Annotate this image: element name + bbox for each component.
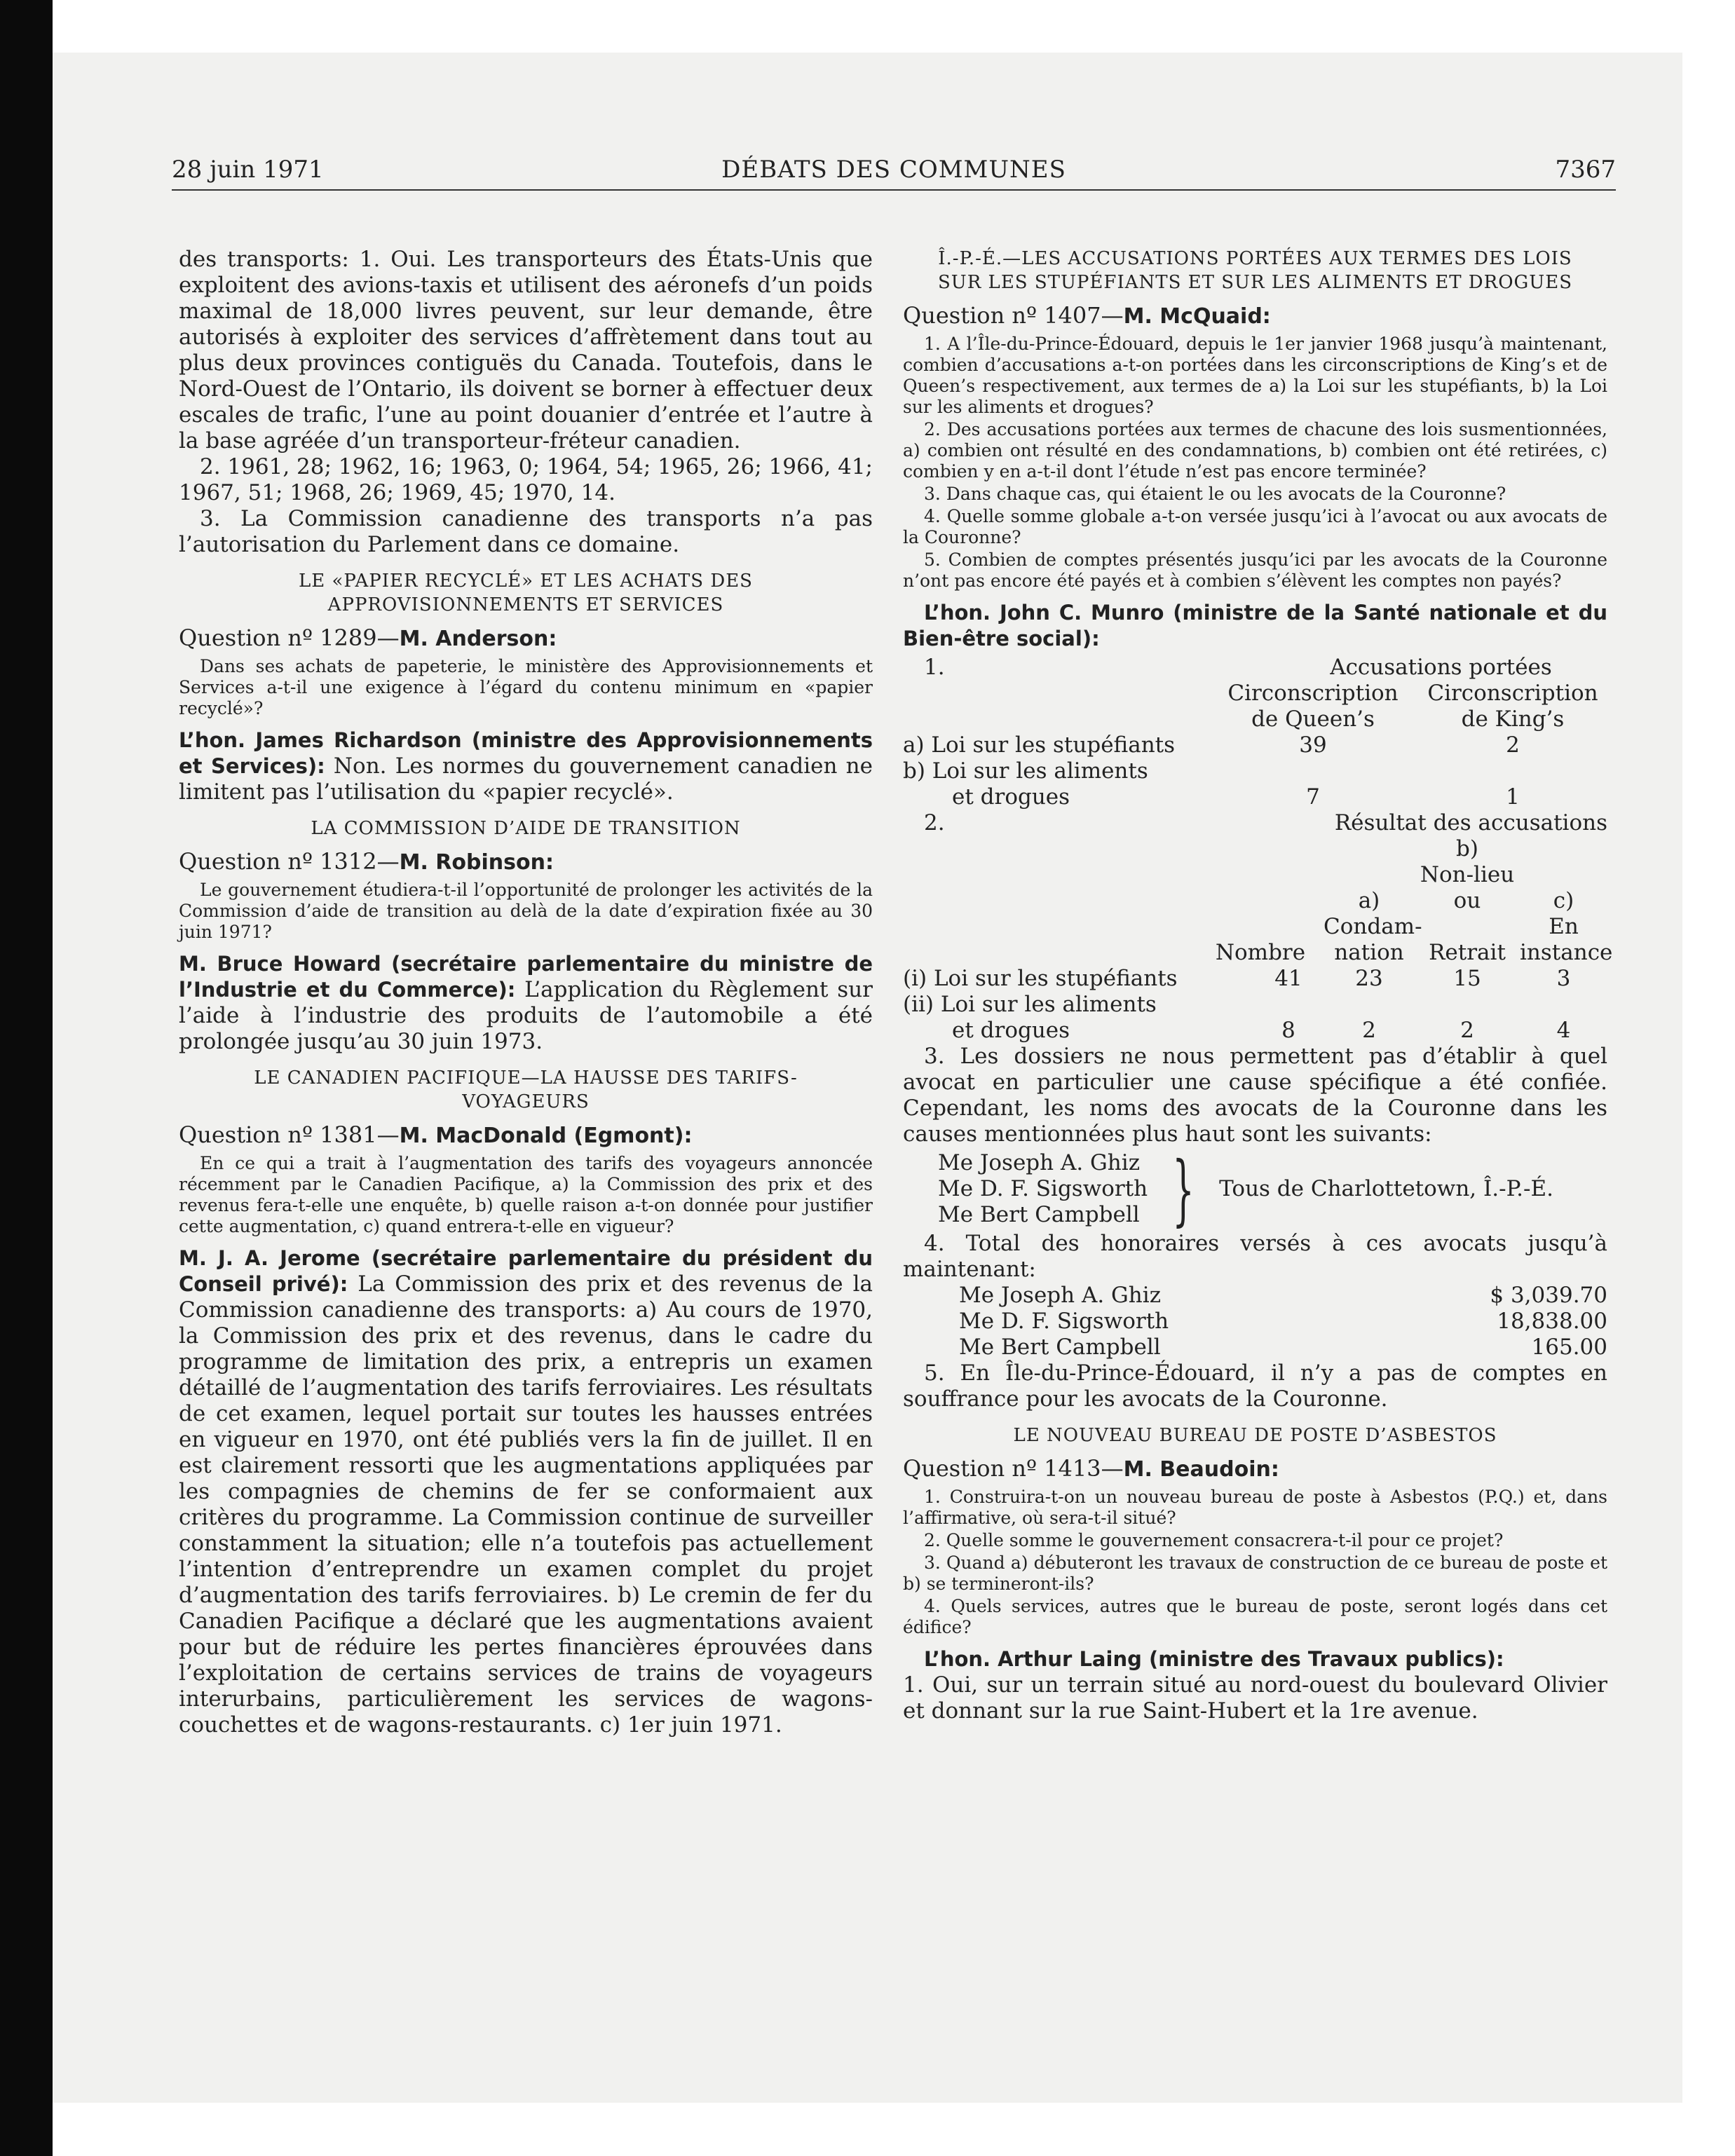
column-header: a) (1358, 888, 1380, 913)
column-header: nation (1334, 940, 1404, 965)
table-row (903, 784, 1607, 810)
question-number: Question nº 1407— (903, 302, 1124, 329)
question-item: 2. Des accusations portées aux termes de chacune des lois susmentionnées, a) combien ont résulté en des condamnations, b) combien ont été retirées, c) combien y en a-t-il dont l’étude n’est pas encore terminée? (903, 419, 1607, 482)
column-header: Circonscription (1427, 681, 1598, 706)
question-number: Question nº 1289— (179, 625, 400, 651)
fee-row (959, 1309, 1607, 1335)
question-item: 2. Quelle somme le gouvernement consacrera-t-il pour ce projet? (924, 1530, 1504, 1550)
row-label: et drogues (952, 784, 1070, 810)
fee-amount: $ 3,039.70 (1490, 1283, 1607, 1308)
answer (903, 600, 1607, 652)
page-number: 7367 (1555, 156, 1616, 184)
column-header: ou (1453, 888, 1481, 913)
answer-text: La Commission des prix et des revenus de la Commission canadienne des transports: a) Au cours de 1970, la Commission des prix et des revenus, dans le cadre du programme de limitation des prix, a entrepris un examen détaillé de l’augmentation des tarifs ferroviaires. Les résultats de cet examen, lequel portait sur toutes les hausses entrées en vigueur en 1970, ont été publiés vers la fin de juillet. Il en est clairement ressorti que les augmentations appliquées par les compagnies de chemins de fer se conformaient aux critères du programme. La Commission continue de surveiller constamment la situation; elle n’a toutefois pas actuellement l’intention d’entreprendre un examen complet du projet d’augmentation des tarifs ferroviaires. b) Le cremin de fer du Canadien Pacifique a déclaré que les augmentations avaient pour but de réduire les pertes financières éprouvées dans l’exploitation de certains services de trains de voyageurs interurbains, particulièrement les services de wagons-couchettes et de wagons-restaurants. c) 1er juin 1971. (179, 1271, 873, 1738)
question-line (179, 1122, 873, 1149)
question-number: Question nº 1312— (179, 848, 400, 875)
table-cell: 8 (1281, 1018, 1295, 1043)
answer-text: 1. Oui, sur un terrain situé au nord-ouest du boulevard Olivier et donnant sur la rue Saint-Hubert et la 1re avenue. (903, 1672, 1607, 1724)
fee-row (959, 1283, 1607, 1309)
question-text (903, 1487, 1607, 1638)
fee-row (959, 1335, 1607, 1360)
table-cell: 23 (1355, 966, 1383, 991)
question-item: 1. A l’Île-du-Prince-Édouard, depuis le 1er janvier 1968 jusqu’à maintenant, combien d’accusations a-t-on portées dans les circonscriptions de King’s et de Queen’s respectivement, aux termes de a) la Loi sur les stupéfiants, b) la Loi sur les aliments et drogues? (903, 334, 1607, 417)
fee-amount: 18,838.00 (1497, 1309, 1607, 1334)
section-heading-pei-charges: Î.-P.-É.—LES ACCUSATIONS PORTÉES AUX TERMES DES LOIS SUR LES STUPÉFIANTS ET SUR LES ALIMENTS ET DROGUES (937, 248, 1573, 293)
results-table (903, 810, 1613, 1044)
table-cell: 4 (1556, 1018, 1571, 1043)
answer-speaker: L’hon. John C. Munro (ministre de la Santé nationale et du Bien-être social): (903, 601, 1607, 650)
running-header (172, 156, 1616, 191)
question-number: Question nº 1413— (903, 1455, 1124, 1482)
table-row (903, 966, 1607, 992)
lawyer-list (938, 1144, 1607, 1234)
answer (903, 1646, 1607, 1672)
lawyer-name: Me Bert Campbell (938, 1202, 1140, 1227)
answer-speaker: M. Bruce Howard (secrétaire parlementaire du ministre de l’Industrie et du Commerce): (179, 952, 873, 1002)
section-heading-cp-fares: LE CANADIEN PACIFIQUE—LA HAUSSE DES TARIFS-VOYAGEURS (254, 1067, 798, 1112)
intro-para-1: des transports: 1. Oui. Les transporteurs des États-Unis que exploitent des avions-taxis et utilisent des aéronefs d’un poids maximal de 18,000 livres peuvent, sur leur demande, être autorisés à exploiter des services d’affrètement dans tout au plus deux provinces contiguës du Canada. Toutefois, dans le Nord-Ouest de l’Ontario, ils doivent se borner à effectuer deux escales de trafic, l’une au point douanier d’entrée et l’autre à la base agréée d’un transporteur-fréteur canadien. (179, 247, 873, 453)
fees-list (903, 1283, 1607, 1360)
fee-name: Me Joseph A. Ghiz (959, 1283, 1162, 1308)
answer-para-3: 3. Les dossiers ne nous permettent pas d’établir à quel avocat en particulier une cause spécifique a été confiée. Cependant, les noms des avocats de la Couronne dans les causes mentionnées plus haut sont les suivants: (903, 1044, 1607, 1147)
section-heading-transition: LA COMMISSION D’AIDE DE TRANSITION (311, 818, 741, 839)
answer-text: Non. Les normes du gouvernement canadien ne limitent pas l’utilisation du «papier recyclé». (179, 753, 873, 805)
question-text (179, 880, 873, 943)
answer-text: L’application du Règlement sur l’aide à l’industrie des produits de l’automobile a été prolongée jusqu’au 30 juin 1973. (179, 977, 873, 1054)
brace-glyph: } (1172, 1144, 1195, 1234)
column-header: En (1549, 914, 1579, 939)
left-column (179, 247, 873, 1738)
column-header: Retrait (1429, 940, 1506, 965)
question-item: 5. Combien de comptes présentés jusqu’ici par les avocats de la Couronne n’ont pas encore été payés et à combien s’élèvent les comptes non payés? (903, 550, 1607, 591)
answer-speaker: L’hon. Arthur Laing (ministre des Travaux publics): (924, 1647, 1504, 1671)
header-title: DÉBATS DES COMMUNES (721, 156, 1066, 184)
lawyer-name: Me Joseph A. Ghiz (938, 1150, 1141, 1175)
question-text (179, 1153, 873, 1237)
question-member: M. MacDonald (Egmont): (399, 1124, 693, 1148)
column-header: b) (1456, 836, 1478, 861)
scan-edge (0, 0, 53, 2156)
table-row (903, 1018, 1607, 1044)
table-cell: 2 (1362, 1018, 1376, 1043)
intro-para-2: 2. 1961, 28; 1962, 16; 1963, 0; 1964, 54; 1965, 26; 1966, 41; 1967, 51; 1968, 26; 1969, 45; 1970, 14. (179, 454, 873, 505)
table-cell: 15 (1453, 966, 1481, 991)
right-column (903, 247, 1613, 1724)
question-text (179, 656, 873, 719)
question-line (903, 1456, 1607, 1482)
question-line (179, 849, 873, 875)
answer-para-4: 4. Total des honoraires versés à ces avocats jusqu’à maintenant: (903, 1231, 1607, 1282)
column-header: instance (1520, 940, 1613, 965)
table-cell: 1 (1506, 784, 1520, 810)
answer (179, 951, 873, 1055)
row-label: (ii) Loi sur les aliments (903, 992, 1157, 1017)
table-cell: 39 (1299, 732, 1327, 758)
table-row (903, 732, 1607, 758)
table-row (903, 758, 1607, 784)
question-body: Le gouvernement étudiera-t-il l’opportunité de prolonger les activités de la Commission d’aide de transition au delà de la date d’expiration fixée au 30 juin 1971? (179, 880, 873, 942)
column-header: de King’s (1461, 707, 1565, 732)
row-label: b) Loi sur les aliments (903, 758, 1148, 784)
question-number: Question nº 1381— (179, 1121, 400, 1148)
fee-name: Me D. F. Sigsworth (959, 1309, 1169, 1334)
table-number: 1. (924, 655, 945, 680)
row-label: a) Loi sur les stupéfiants (903, 732, 1176, 758)
fee-name: Me Bert Campbell (959, 1335, 1161, 1360)
table-cell: 2 (1506, 732, 1520, 758)
answer-speaker: L’hon. James Richardson (ministre des Approvisionnements et Services): (179, 728, 873, 778)
question-item: 3. Quand a) débuteront les travaux de construction de ce bureau de poste et b) se termineront-ils? (903, 1553, 1607, 1594)
answer-para-5: 5. En Île-du-Prince-Édouard, il n’y a pas de comptes en souffrance pour les avocats de la Couronne. (903, 1360, 1607, 1412)
question-body: En ce qui a trait à l’augmentation des tarifs des voyageurs annoncée récemment par le Canadien Pacifique, a) la Commission des prix et des revenus fera-t-elle une enquête, b) quelle raison a-t-on donnée pour justifier cette augmentation, c) quand entrera-t-elle en vigueur? (179, 1153, 873, 1236)
column-header: de Queen’s (1251, 707, 1375, 732)
table-cell: 7 (1306, 784, 1320, 810)
table-title: Accusations portées (1330, 655, 1552, 680)
table-cell: 41 (1274, 966, 1302, 991)
charges-table (903, 655, 1607, 810)
question-item: 4. Quelle somme globale a-t-on versée jusqu’ici à l’avocat ou aux avocats de la Couronne? (903, 506, 1607, 547)
intro-para-3: 3. La Commission canadienne des transports n’a pas l’autorisation du Parlement dans ce domaine. (179, 506, 873, 557)
question-member: M. Robinson: (399, 850, 554, 875)
question-line (903, 303, 1607, 329)
table-number: 2. (924, 810, 945, 835)
question-item: 4. Quels services, autres que le bureau de poste, seront logés dans cet édifice? (903, 1596, 1607, 1637)
question-line (179, 625, 873, 652)
answer-speaker: M. J. A. Jerome (secrétaire parlementaire du président du Conseil privé): (179, 1246, 873, 1296)
column-header: Condam- (1324, 914, 1422, 939)
column-header: Circonscription (1227, 681, 1399, 706)
column-header: Non-lieu (1420, 862, 1515, 887)
question-member: M. McQuaid: (1123, 304, 1271, 329)
section-heading-recycled-paper: LE «PAPIER RECYCLÉ» ET LES ACHATS DES APPROVISIONNEMENTS ET SERVICES (298, 571, 753, 615)
section-heading-post-office: LE NOUVEAU BUREAU DE POSTE D’ASBESTOS (1013, 1425, 1497, 1446)
question-body: Dans ses achats de papeterie, le ministère des Approvisionnements et Services a-t-il une exigence à l’égard du contenu minimum en «papier recyclé»? (179, 656, 873, 718)
table-cell: 3 (1556, 966, 1571, 991)
answer (179, 1246, 873, 1738)
column-header: c) (1553, 888, 1574, 913)
row-label: (i) Loi sur les stupéfiants (903, 966, 1178, 991)
table-cell: 2 (1460, 1018, 1474, 1043)
table-title: Résultat des accusations (1334, 810, 1607, 835)
table-row (903, 992, 1607, 1018)
header-date: 28 juin 1971 (172, 156, 324, 184)
answer (179, 728, 873, 805)
lawyer-location: Tous de Charlottetown, Î.-P.-É. (1219, 1176, 1553, 1201)
question-item: 3. Dans chaque cas, qui étaient le ou les avocats de la Couronne? (924, 484, 1506, 504)
question-member: M. Beaudoin: (1123, 1457, 1279, 1482)
question-item: 1. Construira-t-on un nouveau bureau de poste à Asbestos (P.Q.) et, dans l’affirmative, où sera-t-il situé? (903, 1487, 1607, 1528)
row-label: et drogues (952, 1018, 1070, 1043)
question-text (903, 334, 1607, 592)
lawyer-name: Me D. F. Sigsworth (938, 1176, 1148, 1201)
column-header: Nombre (1215, 940, 1306, 965)
fee-amount: 165.00 (1531, 1335, 1607, 1360)
question-member: M. Anderson: (399, 627, 557, 651)
